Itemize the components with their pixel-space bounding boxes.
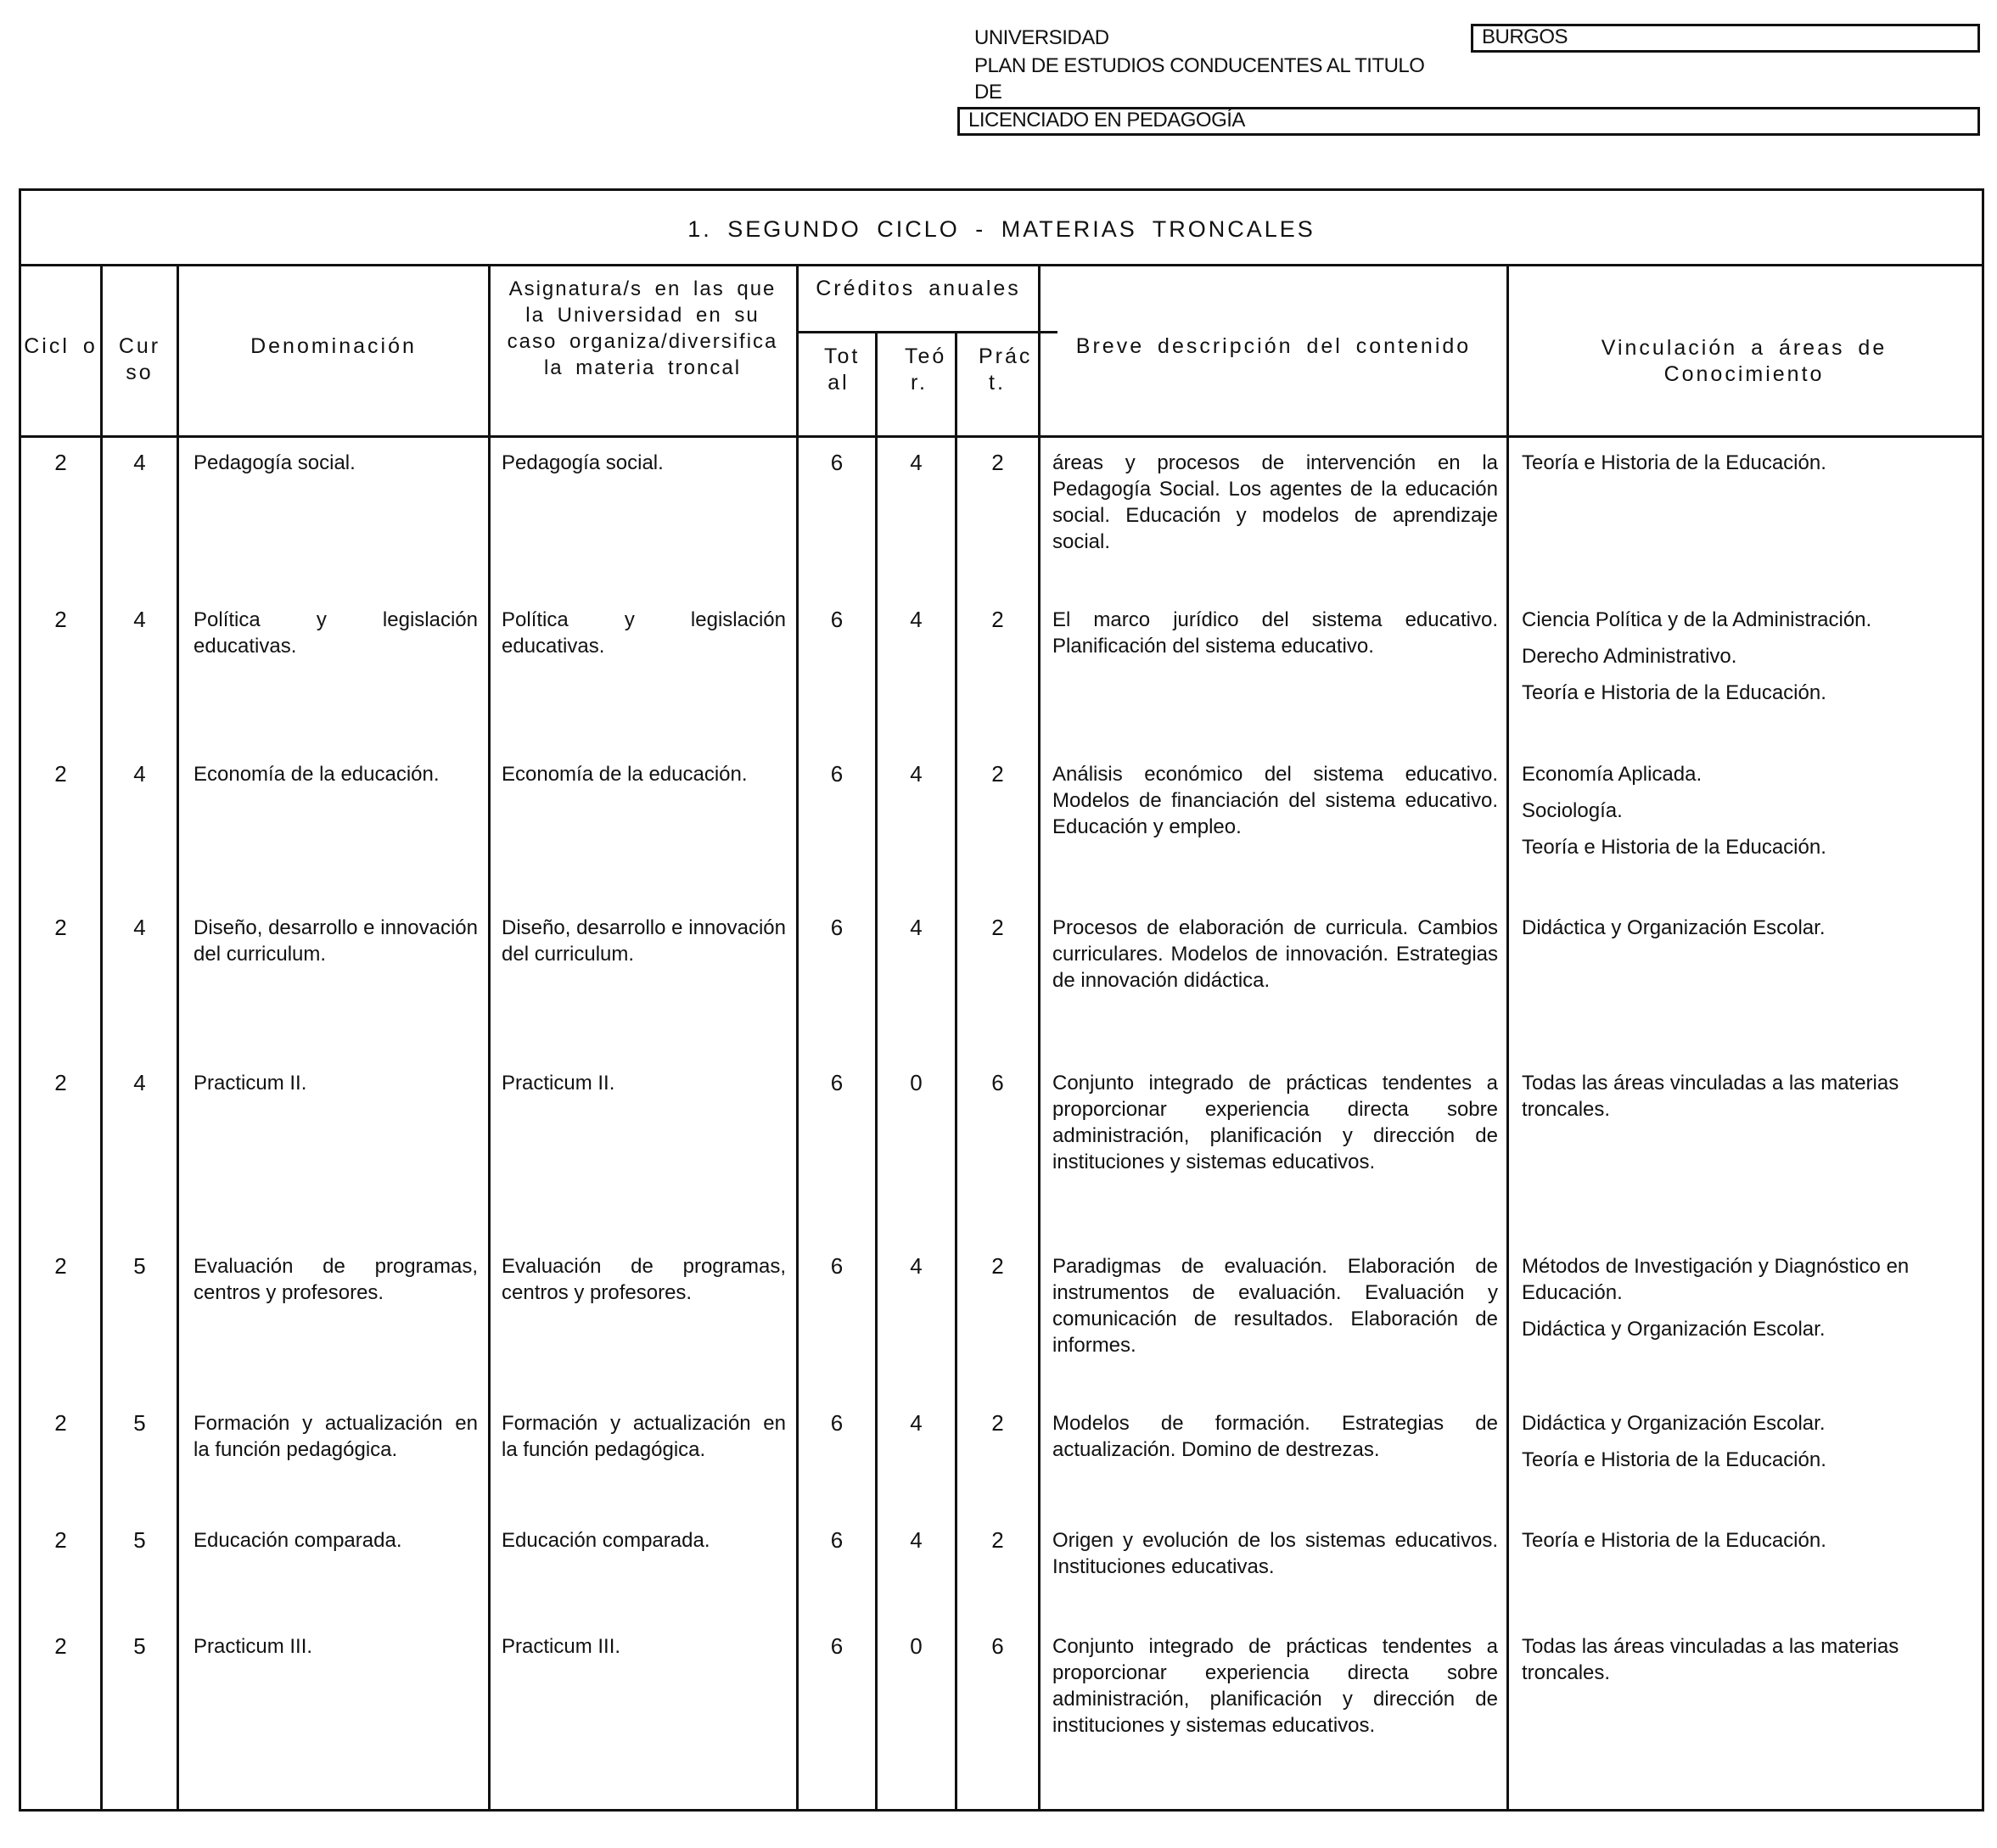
row-3-denominacion: Economía de la educación. [194,763,440,786]
row-3-area-3: Teoría e Historia de la Educación. [1522,836,1826,859]
header-creditos: Créditos anuales [816,277,1021,300]
col-rule-asignatura [796,264,799,1809]
row-7-descripcion: Modelos de formación. Estrategias de actualización. Domino de destrezas. [1052,1412,1498,1461]
row-6-curso: 5 [133,1253,146,1279]
row-5-descripcion: Conjunto integrado de prácticas tendentes a proporcionar experiencia directa sobre administración, planificación y dirección de instituciones y sistemas educativos. [1052,1072,1498,1173]
row-5-areas [1522,1070,1967,1133]
col-rule-ciclo [100,264,103,1809]
row-1-total: 6 [830,450,844,475]
row-4-areas [1522,915,1967,951]
row-1-curso: 4 [133,450,146,475]
row-9-curso: 5 [133,1633,146,1659]
row-2-areas [1522,607,1967,716]
row-5-pract: 6 [991,1070,1004,1095]
header-vinculacion: Vinculación a áreas de Conocimiento [1601,336,1888,386]
row-6-ciclo: 2 [54,1253,67,1279]
row-8-teor: 4 [910,1527,923,1553]
row-9-pract: 6 [991,1633,1004,1659]
row-4-ciclo: 2 [54,915,67,940]
row-2-descripcion: El marco jurídico del sistema educativo. Planificación del sistema educativo. [1052,608,1498,658]
row-3-ciclo: 2 [54,761,67,787]
row-5-ciclo: 2 [54,1070,67,1095]
row-1-area-1: Teoría e Historia de la Educación. [1522,451,1826,474]
row-1-ciclo: 2 [54,450,67,475]
row-8-pract: 2 [991,1527,1004,1553]
row-7-denominacion: Formación y actualización en la función pedagógica. [194,1412,478,1461]
row-1-asignatura: Pedagogía social. [502,451,664,474]
row-2-denominacion: Política y legislación educativas. [194,608,478,658]
row-4-teor: 4 [910,915,923,940]
row-8-total: 6 [830,1527,844,1553]
header-pract: Prác t. [979,344,1033,395]
plan-label-de: DE [974,81,1002,104]
row-3-curso: 4 [133,761,146,787]
title-rule [21,264,1982,266]
row-6-area-2: Didáctica y Organización Escolar. [1522,1318,1826,1341]
col-rule-pract [1038,264,1041,1809]
row-2-pract: 2 [991,607,1004,632]
row-5-teor: 0 [910,1070,923,1095]
row-7-area-2: Teoría e Historia de la Educación. [1522,1448,1826,1471]
row-8-area-1: Teoría e Historia de la Educación. [1522,1529,1826,1552]
row-9-teor: 0 [910,1633,923,1659]
row-5-area-1: Todas las áreas vinculadas a las materias troncales. [1522,1072,1899,1121]
table-title: 1. SEGUNDO CICLO - MATERIAS TRONCALES [687,216,1315,242]
university-name-box: BURGOS [1471,24,1980,53]
creditos-rule [798,331,1057,333]
row-7-curso: 5 [133,1410,146,1436]
row-2-teor: 4 [910,607,923,632]
row-6-descripcion: Paradigmas de evaluación. Elaboración de instrumentos de evaluación. Evaluación y comunicación de resultados. Elaboración de informes. [1052,1255,1498,1357]
row-7-area-1: Didáctica y Organización Escolar. [1522,1412,1826,1435]
row-9-ciclo: 2 [54,1633,67,1659]
col-rule-curso [177,264,179,1809]
row-2-ciclo: 2 [54,607,67,632]
row-9-denominacion: Practicum III. [194,1635,313,1658]
row-5-curso: 4 [133,1070,146,1095]
col-rule-descripcion [1506,264,1509,1809]
row-1-descripcion: áreas y procesos de intervención en la Pedagogía Social. Los agentes de la educación social. Educación y modelos de aprendizaje social. [1052,451,1498,553]
header-denominacion: Denominación [250,334,417,358]
row-8-denominacion: Educación comparada. [194,1529,402,1552]
row-3-areas [1522,761,1967,871]
row-4-pract: 2 [991,915,1004,940]
row-2-area-3: Teoría e Historia de la Educación. [1522,681,1826,704]
row-3-teor: 4 [910,761,923,787]
row-5-total: 6 [830,1070,844,1095]
row-5-asignatura: Practicum II. [502,1072,615,1095]
row-8-asignatura: Educación comparada. [502,1529,710,1552]
row-7-asignatura: Formación y actualización en la función pedagógica. [502,1412,786,1461]
row-3-descripcion: Análisis económico del sistema educativo. Modelos de financiación del sistema educativo. Educación y empleo. [1052,763,1498,838]
row-4-descripcion: Procesos de elaboración de curricula. Cambios curriculares. Modelos de innovación. Estrategias de innovación didáctica. [1052,916,1498,992]
row-1-pract: 2 [991,450,1004,475]
header-ciclo: Cicl o [24,334,98,358]
row-6-areas [1522,1253,1980,1352]
row-6-teor: 4 [910,1253,923,1279]
row-8-areas [1522,1527,1967,1564]
row-9-descripcion: Conjunto integrado de prácticas tendentes a proporcionar experiencia directa sobre administración, planificación y dirección de instituciones y sistemas educativos. [1052,1635,1498,1737]
header-curso: Cur so [118,334,161,384]
university-label: UNIVERSIDAD [974,26,1109,49]
header-teor: Teó r. [905,344,947,395]
header-asignatura: Asignatura/s en las que la Universidad en su caso organiza/diversifica la materia troncal [507,277,778,379]
row-1-teor: 4 [910,450,923,475]
header-total: Tot al [824,344,861,395]
row-4-area-1: Didáctica y Organización Escolar. [1522,916,1826,939]
row-8-descripcion: Origen y evolución de los sistemas educativos. Instituciones educativas. [1052,1529,1498,1578]
row-9-area-1: Todas las áreas vinculadas a las materias troncales. [1522,1635,1899,1684]
col-rule-denominacion [488,264,491,1809]
degree-name-box: LICENCIADO EN PEDAGOGÍA [957,107,1980,136]
row-2-total: 6 [830,607,844,632]
row-2-curso: 4 [133,607,146,632]
row-4-curso: 4 [133,915,146,940]
row-7-teor: 4 [910,1410,923,1436]
row-3-pract: 2 [991,761,1004,787]
row-7-ciclo: 2 [54,1410,67,1436]
row-6-pract: 2 [991,1253,1004,1279]
row-4-denominacion: Diseño, desarrollo e innovación del curriculum. [194,916,478,966]
row-7-areas [1522,1410,1967,1483]
row-3-total: 6 [830,761,844,787]
row-6-area-1: Métodos de Investigación y Diagnóstico en Educación. [1522,1255,1910,1304]
row-2-area-2: Derecho Administrativo. [1522,645,1737,668]
row-4-asignatura: Diseño, desarrollo e innovación del curriculum. [502,916,786,966]
row-5-denominacion: Practicum II. [194,1072,307,1095]
row-6-total: 6 [830,1253,844,1279]
row-7-pract: 2 [991,1410,1004,1436]
row-9-total: 6 [830,1633,844,1659]
row-6-denominacion: Evaluación de programas, centros y profesores. [194,1255,478,1304]
row-3-area-1: Economía Aplicada. [1522,763,1702,786]
row-6-asignatura: Evaluación de programas, centros y profesores. [502,1255,786,1304]
plan-label: PLAN DE ESTUDIOS CONDUCENTES AL TITULO [974,54,1425,77]
row-1-denominacion: Pedagogía social. [194,451,356,474]
row-9-asignatura: Practicum III. [502,1635,621,1658]
header-rule [21,435,1982,438]
row-2-asignatura: Política y legislación educativas. [502,608,786,658]
row-7-total: 6 [830,1410,844,1436]
row-2-area-1: Ciencia Política y de la Administración. [1522,608,1872,631]
row-4-total: 6 [830,915,844,940]
troncales-table [19,188,1984,1812]
row-9-areas [1522,1633,1967,1696]
row-3-area-2: Sociología. [1522,799,1623,822]
row-3-asignatura: Economía de la educación. [502,763,748,786]
row-1-areas [1522,450,1967,486]
row-8-curso: 5 [133,1527,146,1553]
row-8-ciclo: 2 [54,1527,67,1553]
header-descripcion: Breve descripción del contenido [1075,334,1472,358]
